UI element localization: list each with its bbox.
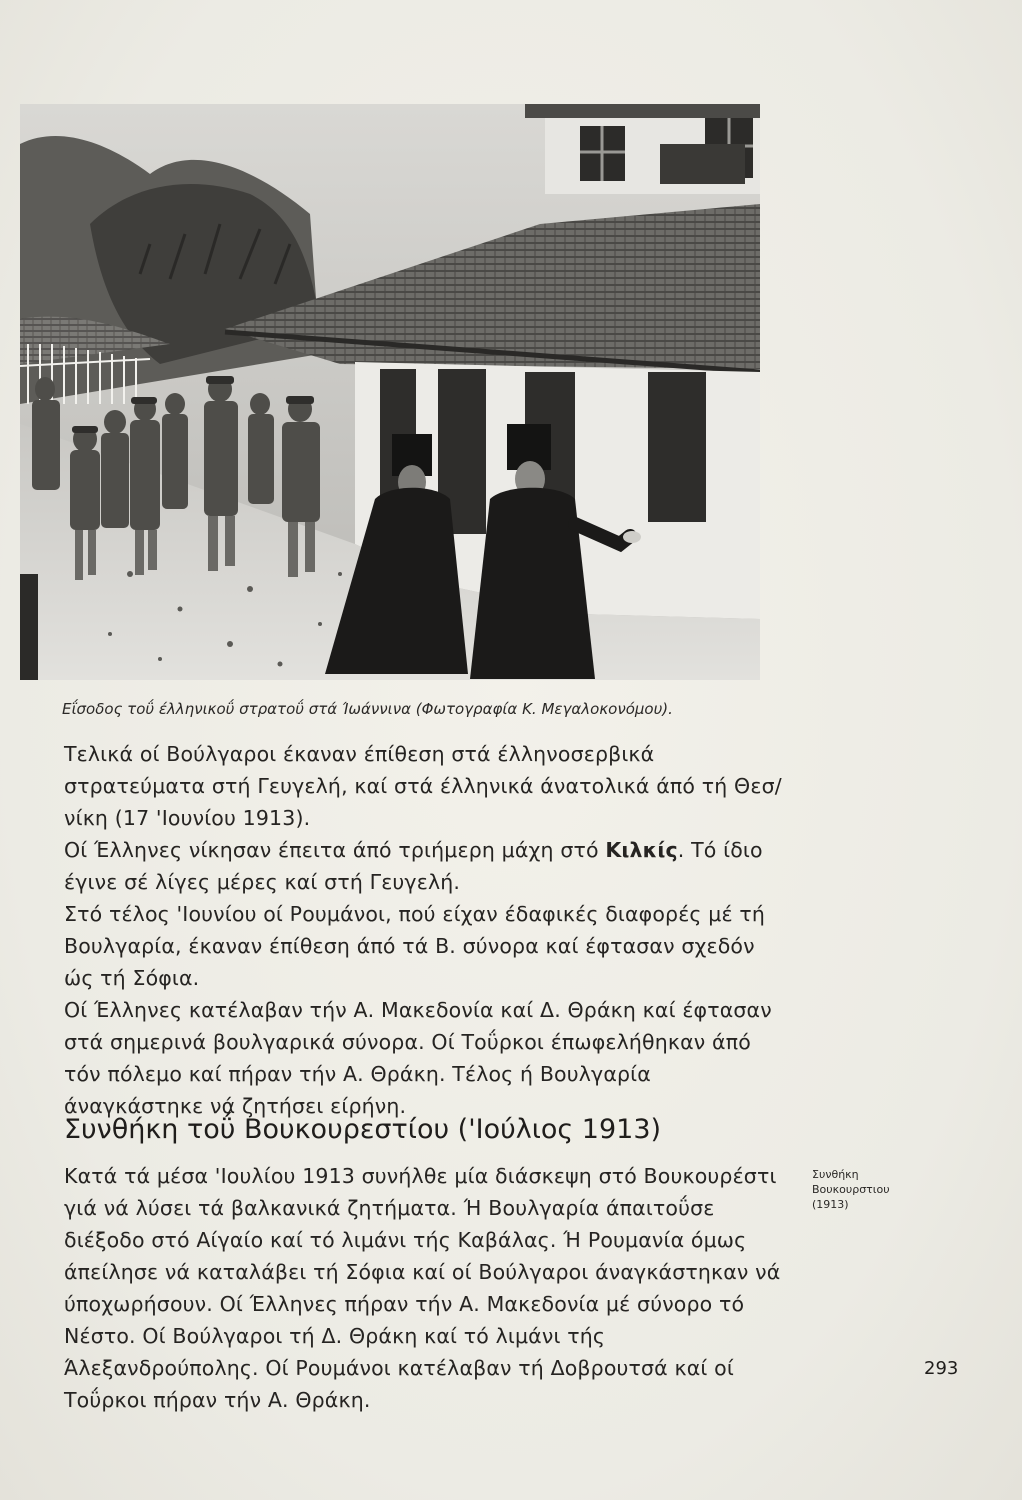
paragraph-2-start: Οί Έλληνες νίκησαν έπειτα άπό τριήμερη μάχη στό xyxy=(64,838,606,862)
paragraph-1: Τελικά οί Βούλγαροι έκαναν έπίθεση στά έλληνοσερβικά στρατεύματα στή Γευγελή, καί στά έλληνικά άνατολικά άπό τή Θεσ/νίκη (17 'Ιουνίου 1913). xyxy=(64,742,782,830)
paragraph-2-end: . Τό ίδιο έγινε σέ λίγες μέρες καί στή Γευγελή. xyxy=(64,838,763,894)
margin-note-line-2: Βουκουρστιου xyxy=(812,1183,890,1196)
photo-caption: Εΐσοδος τοΰ έλληνικοΰ στρατοΰ στά Ίωάννινα (Φωτογραφία Κ. Μεγαλοκονόμου). xyxy=(62,700,673,718)
margin-note xyxy=(812,1167,932,1212)
window-opening xyxy=(648,372,706,522)
treaty-paragraph: Κατά τά μέσα 'Ιουλίου 1913 συνήλθε μία διάσκεψη στό Βουκουρέστι γιά νά λύσει τά βαλκανικά ζητήματα. Ή Βουλγαρία άπαιτοΰσε διέξοδο στό Αίγαίο καί τό λιμάνι τής Καβάλας. Ή Ρουμανία όμως άπείλησε νά καταλάβει τή Σόφια καί οί Βούλγαροι άναγκάστηκαν νά ύποχωρήσουν. Οί Έλληνες πήραν τήν Α. Μακεδονία μέ σύνορο τό Νέστο. Οί Βούλγαροι τή Δ. Θράκη καί τό λιμάνι τής Άλεξανδρούπολης. Οί Ρουμάνοι κατέλαβαν τή Δοβρουτσά καί οί Τοΰρκοι πήραν τήν Α. Θράκη. xyxy=(64,1164,781,1412)
paragraph-3: Στό τέλος 'Ιουνίου οί Ρουμάνοι, πού είχαν έδαφικές διαφορές μέ τή Βουλγαρία, έκαναν έπίθεση άπό τά Β. σύνορα καί έφτασαν σχεδόν ώς τή Σόφια. xyxy=(64,902,766,990)
paragraph-2 xyxy=(64,834,784,898)
photo-illustration xyxy=(20,104,760,680)
main-text-block xyxy=(64,738,784,1122)
margin-note-line-3: (1913) xyxy=(812,1198,849,1211)
section-heading: Συνθήκη τοΰ Βουκουρεστίου ('Ιούλιος 1913) xyxy=(64,1114,662,1145)
balcony-people xyxy=(660,144,745,184)
kilkis-bold: Κιλκίς xyxy=(605,838,678,862)
treaty-text-block xyxy=(64,1160,784,1416)
margin-note-line-1: Συνθήκη xyxy=(812,1168,859,1181)
paragraph-4: Οί Έλληνες κατέλαβαν τήν Α. Μακεδονία καί Δ. Θράκη καί έφτασαν στά σημερινά βουλγαρικά σύνορα. Οί Τοΰρκοι έπωφελήθηκαν άπό τόν πόλεμο καί πήραν τήν Α. Θράκη. Τέλος ή Βουλγαρία άναγκάστηκε νά ζητήσει είρήνη. xyxy=(64,998,772,1118)
page-number: 293 xyxy=(924,1358,959,1379)
historical-photograph xyxy=(20,104,760,680)
